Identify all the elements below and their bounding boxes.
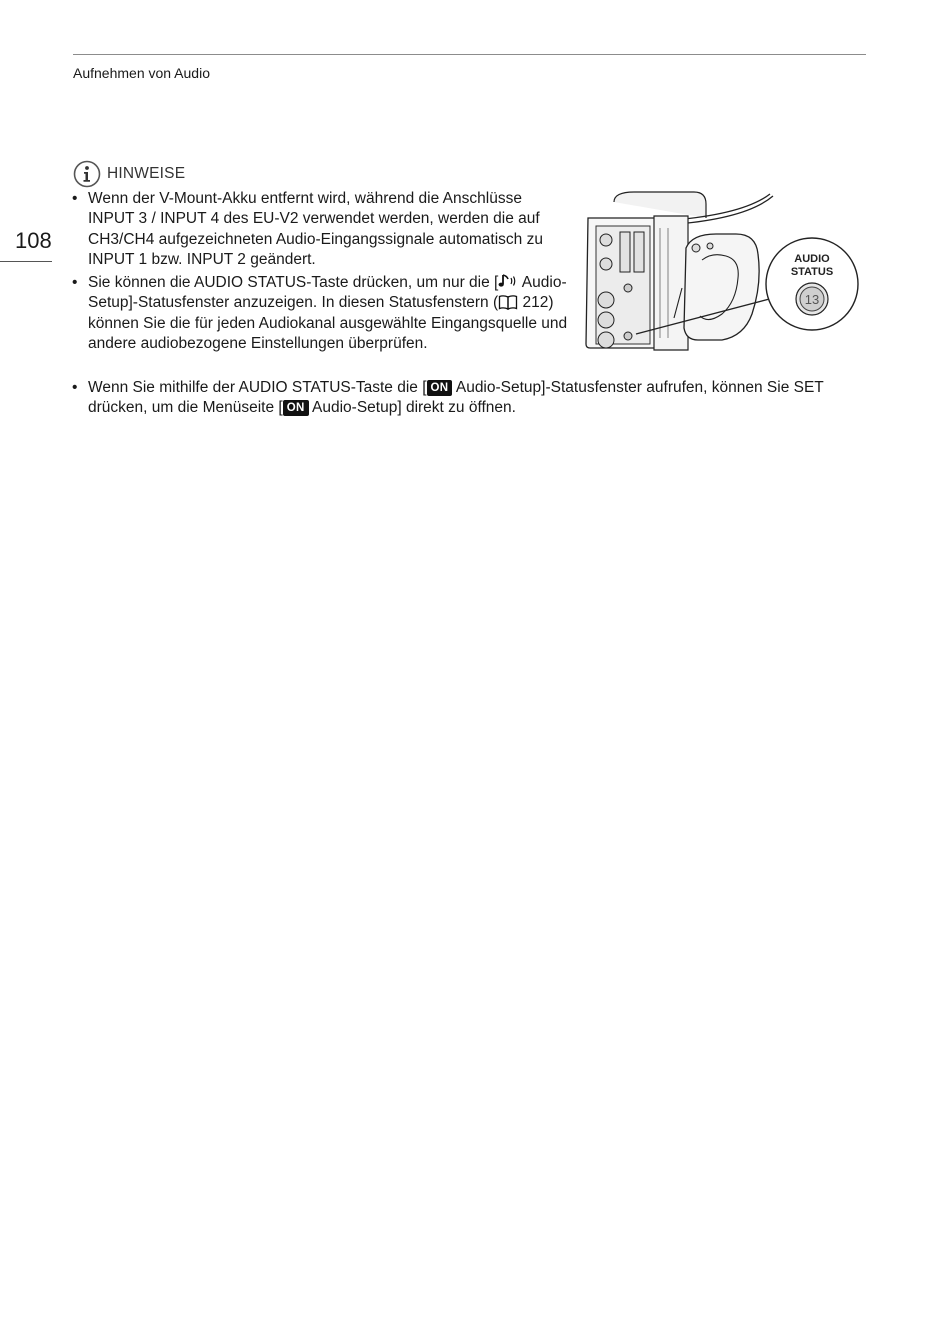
running-head: Aufnehmen von Audio xyxy=(73,65,210,81)
camera-drawing xyxy=(584,188,864,360)
info-icon xyxy=(73,160,101,188)
music-note-icon xyxy=(498,273,518,289)
note-bullet-2-page-ref: 212 xyxy=(518,294,549,312)
note-bullet-1-text: Wenn der V-Mount-Akku entfernt wird, während die Anschlüsse INPUT 3 / INPUT 4 des EU-V2 verwendet werden, werden die auf CH3/CH4 aufgezeichneten Audio-Eingangssignale automatisch zu INPUT 1 bzw. INPUT 2 geändert. xyxy=(88,190,543,268)
note-bullet-3: • Wenn Sie mithilfe der AUDIO STATUS-Taste die [ ON Audio-Setup]-Statusfenster aufrufen, können Sie SET drücken, um die Menüseite [ ON Audio-Setup] direkt zu öffnen. xyxy=(72,379,824,417)
callout-label-line2: STATUS xyxy=(790,266,834,278)
note-bullet-3-text-a: Wenn Sie mithilfe der AUDIO STATUS-Taste die [ xyxy=(88,379,427,396)
button-number: 13 xyxy=(804,292,820,307)
note-bullet-2-text-a: Sie können die AUDIO STATUS-Taste drücken, um nur die [ xyxy=(88,274,499,291)
notes-heading xyxy=(73,160,863,188)
note-bullet-3-text-c: Audio-Setup] direkt zu öffnen. xyxy=(308,399,516,417)
note-bullet-2-text-c: ) können Sie die für jeden Audiokanal ausgewählte Eingangsquelle und andere audiobezogene Einstellungen überprüfen. xyxy=(88,294,568,352)
page-number-rule xyxy=(0,261,52,262)
book-icon xyxy=(498,294,518,310)
callout-label-line1: AUDIO xyxy=(794,253,830,265)
notes-title: HINWEISE xyxy=(107,165,186,182)
note-bullet-2-text-b: Audio-Setup]-Statusfenster anzuzeigen. In diesen Statusfenstern ( xyxy=(88,274,567,312)
header-rule xyxy=(73,54,866,55)
note-bullet-3-text-b: Audio-Setup]-Statusfenster aufrufen, können Sie SET drücken, um die Menüseite [ xyxy=(88,379,824,417)
notes-section xyxy=(73,160,863,188)
on-badge: ON xyxy=(283,400,309,416)
note-bullet-2: • Sie können die AUDIO STATUS-Taste drücken, um nur die [ Audio-Setup]-Statusfenster anzuzeigen. In diesen Statusfenstern ( 212) können Sie die für jeden Audiokanal ausgewählte Eingangsquelle und andere audiobezogene Einstellungen überprüfen. xyxy=(72,274,568,352)
note-bullet-1: • Wenn der V-Mount-Akku entfernt wird, während die Anschlüsse INPUT 3 / INPUT 4 des EU-V2 verwendet werden, werden die auf CH3/CH4 aufgezeichneten Audio-Eingangssignale automatisch zu INPUT 1 bzw. INPUT 2 geändert. xyxy=(72,190,543,268)
page-number: 108 xyxy=(15,228,52,253)
on-badge: ON xyxy=(427,380,453,396)
camera-illustration xyxy=(584,188,864,360)
